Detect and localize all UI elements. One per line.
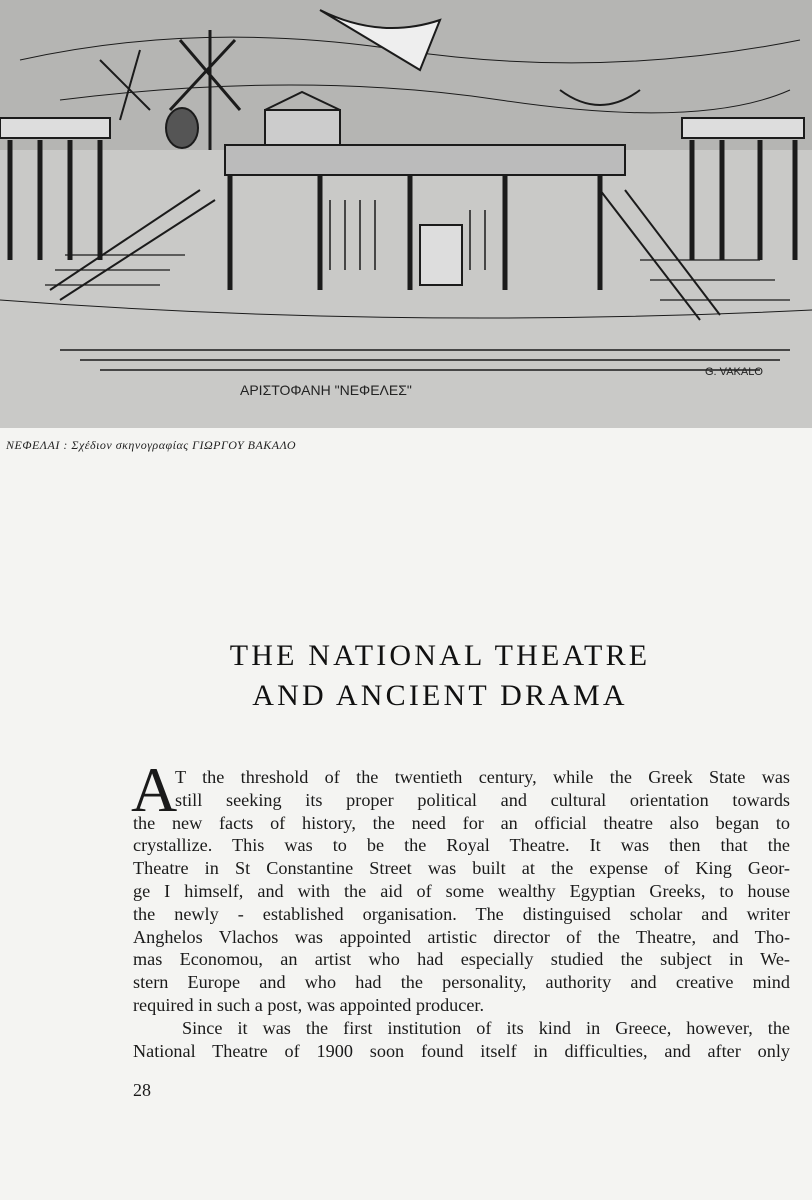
artist-signature: G. VAKALO bbox=[705, 366, 763, 378]
text-line: ge I himself, and with the aid of some wealthy Egyptian Greeks, to house bbox=[133, 880, 790, 901]
text-line: crystallize. This was to be the Royal Theatre. It was then that the bbox=[133, 835, 790, 856]
text-line: the newly - established organisation. The distinguised scholar and writer bbox=[133, 903, 790, 924]
illustration-inscription: ΑΡΙΣΤΟΦΑΝΗ "ΝΕΦΕΛΕΣ" bbox=[240, 382, 412, 398]
text-line: Theatre in St Constantine Street was built at the expense of King Geor- bbox=[133, 858, 790, 879]
text-line: the new facts of history, the need for an official theatre also began to bbox=[133, 812, 790, 833]
stage-set-illustration bbox=[0, 0, 812, 428]
title-line-1: THE NATIONAL THEATRE bbox=[229, 639, 651, 672]
page-title bbox=[140, 636, 740, 716]
text-line: T the threshold of the twentieth century, while the Greek State was bbox=[175, 767, 790, 787]
text-line: stern Europe and who had the personality, authority and creative mind bbox=[133, 972, 790, 993]
body-text bbox=[131, 754, 790, 1062]
text-line: still seeking its proper political and cultural orientation towards bbox=[175, 789, 790, 810]
text-line: mas Economou, an artist who had especially studied the subject in We- bbox=[133, 949, 790, 970]
text-line: National Theatre of 1900 soon found itself in difficulties, and after only bbox=[133, 1040, 790, 1061]
page-number: 28 bbox=[133, 1080, 151, 1100]
illustration-caption: ΝΕΦΕΛΑΙ : Σχέδιον σκηνογραφίας ΓΙΩΡΓΟΥ ΒΑΚΑΛΟ bbox=[6, 438, 297, 452]
drop-cap: A bbox=[131, 754, 178, 825]
text-line: Anghelos Vlachos was appointed artistic director of the Theatre, and Tho- bbox=[133, 926, 790, 947]
text-line: Since it was the first institution of its kind in Greece, however, the bbox=[182, 1017, 790, 1038]
text-line: required in such a post, was appointed producer. bbox=[133, 994, 485, 1015]
stage-set-sketch-icon bbox=[0, 0, 812, 428]
title-line-2: AND ANCIENT DRAMA bbox=[252, 679, 628, 712]
